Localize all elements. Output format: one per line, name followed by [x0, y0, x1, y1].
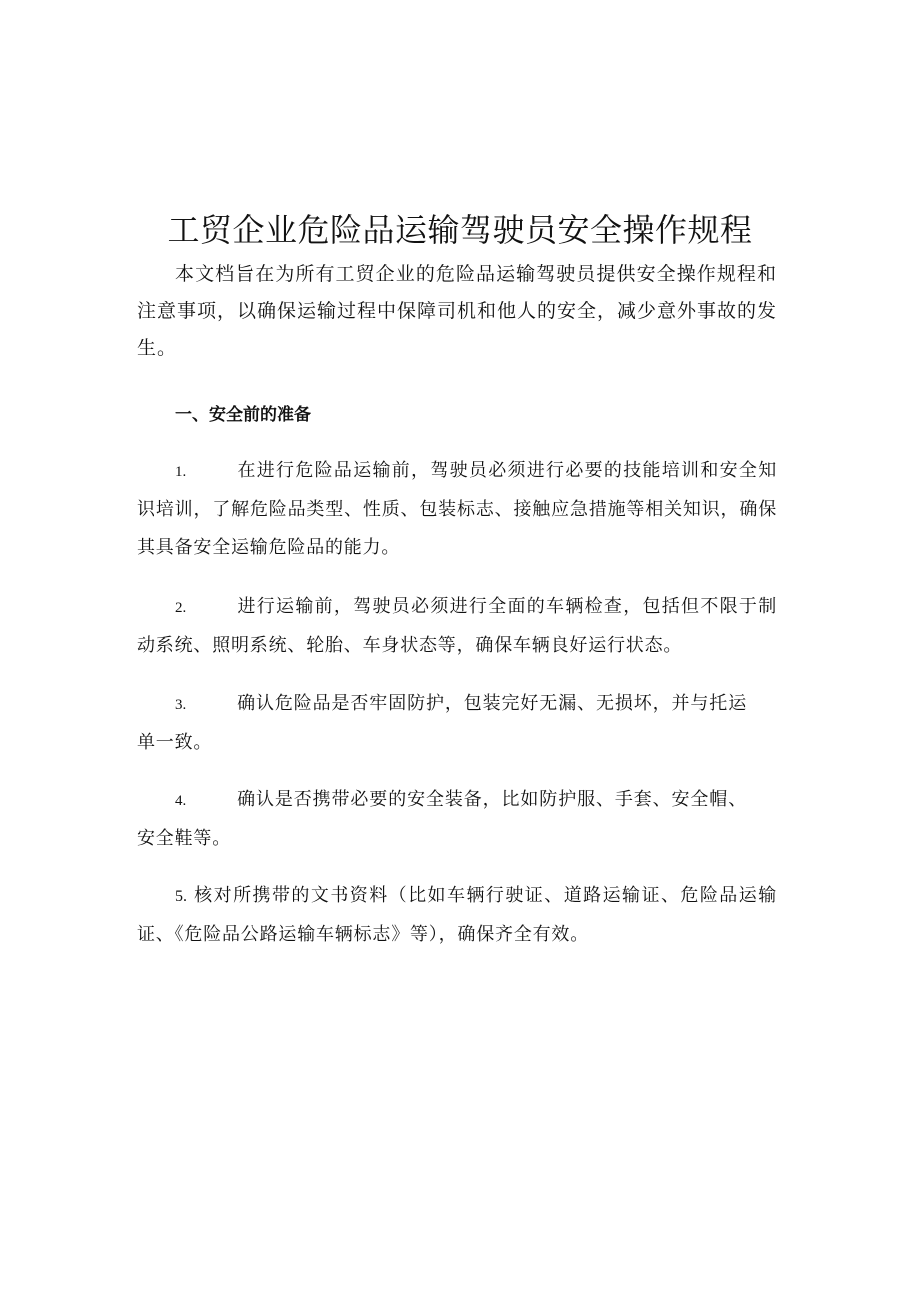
list-item [137, 685, 747, 762]
list-item [137, 877, 777, 954]
list-item [137, 452, 777, 567]
item-number: 5. [175, 888, 187, 905]
list-item [137, 588, 777, 665]
section-heading: 一、安全前的准备 [175, 405, 311, 425]
intro-paragraph: 本文档旨在为所有工贸企业的危险品运输驾驶员提供安全操作规程和注意事项，以确保运输过程中保障司机和他人的安全，减少意外事故的发生。 [137, 263, 778, 359]
document-title: 工贸企业危险品运输驾驶员安全操作规程 [167, 211, 753, 249]
list-item [137, 781, 747, 858]
item-number: 2. [175, 600, 187, 616]
item-text: 确认是否携带必要的安全装备，比如防护服、手套、安全帽、安全鞋等。 [137, 789, 747, 849]
item-text: 进行运输前，驾驶员必须进行全面的车辆检查，包括但不限于制动系统、照明系统、轮胎、车身状态等，确保车辆良好运行状态。 [137, 596, 777, 656]
item-text: 在进行危险品运输前，驾驶员必须进行必要的技能培训和安全知识培训，了解危险品类型、性质、包装标志、接触应急措施等相关知识，确保其具备安全运输危险品的能力。 [137, 460, 777, 558]
item-text: 确认危险品是否牢固防护，包装完好无漏、无损坏，并与托运单一致。 [137, 693, 747, 753]
item-number: 4. [175, 793, 187, 809]
item-number: 1. [175, 464, 187, 480]
item-text: 核对所携带的文书资料（比如车辆行驶证、道路运输证、危险品运输证、《危险品公路运输车辆标志》等），确保齐全有效。 [137, 885, 777, 945]
item-number: 3. [175, 697, 187, 713]
